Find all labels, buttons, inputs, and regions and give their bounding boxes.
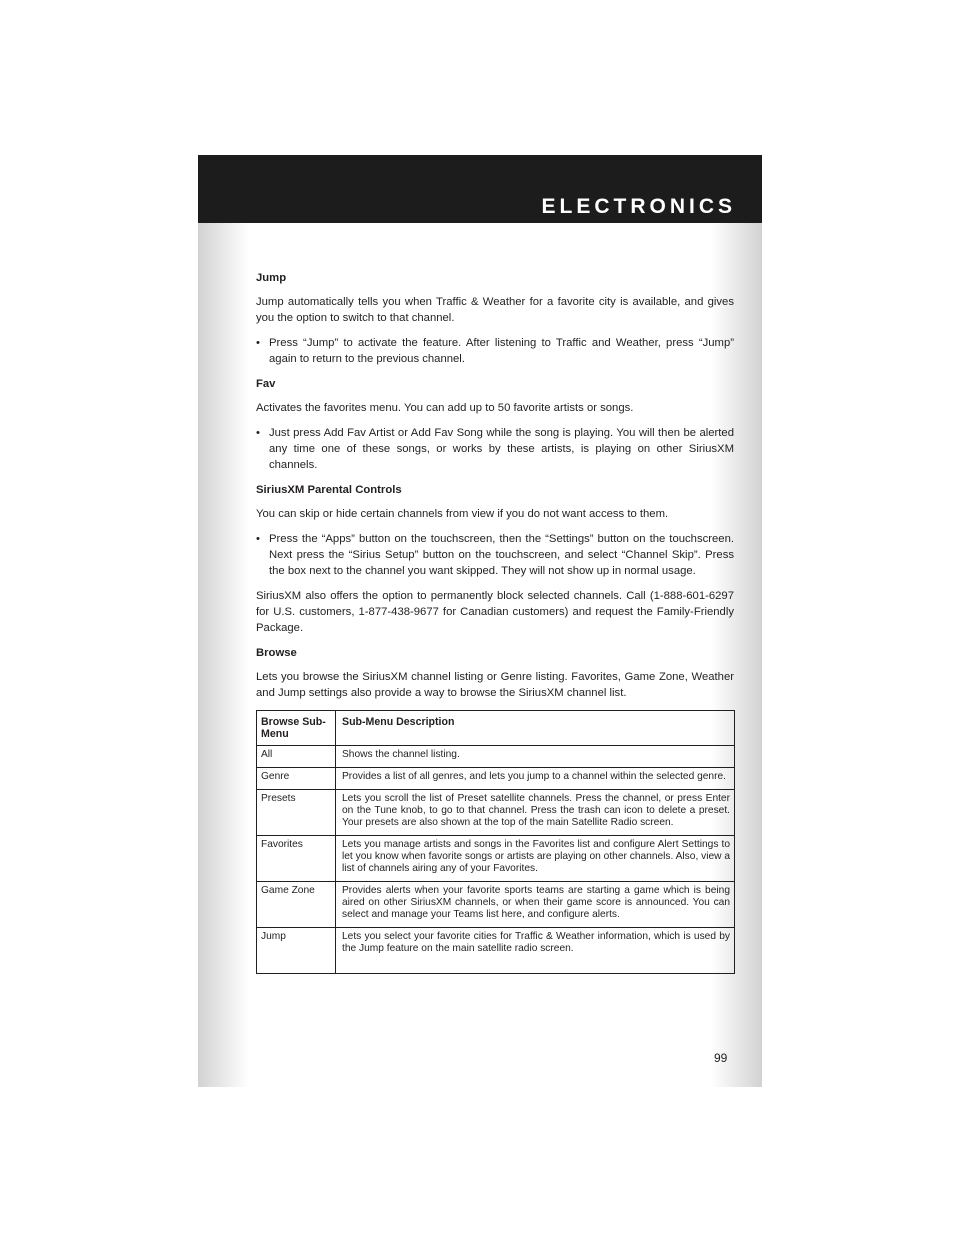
page-content — [256, 270, 734, 974]
bullet-text: Just press Add Fav Artist or Add Fav Song while the song is playing. You will then be alerted any time one of these songs, or works by these artists, is playing on other SiriusXM channels. — [269, 427, 734, 471]
paragraph-block-channels: SiriusXM also offers the option to permanently block selected channels. Call (1-888-601-6297 for U.S. customers, 1-877-438-9677 for Canadian customers) and request the Family-Friendly Package. — [256, 590, 734, 634]
bullet-icon: • — [256, 533, 260, 545]
table-row — [257, 768, 735, 790]
table-cell-description: Provides a list of all genres, and lets you jump to a channel within the selected genre. — [336, 768, 735, 790]
table-cell-menu: All — [257, 746, 336, 768]
bullet-fav — [256, 425, 734, 473]
paragraph-parental-controls: You can skip or hide certain channels from view if you do not want access to them. — [256, 508, 669, 520]
bullet-icon: • — [256, 337, 260, 349]
bullet-text: Press “Jump” to activate the feature. After listening to Traffic and Weather, press “Jump” again to return to the previous channel. — [269, 337, 734, 365]
section-title: ELECTRONICS — [541, 195, 736, 218]
paragraph-jump: Jump automatically tells you when Traffic & Weather for a favorite city is available, and gives you the option to switch to that channel. — [256, 296, 734, 324]
heading-parental-controls: SiriusXM Parental Controls — [256, 484, 402, 496]
table-cell-description: Lets you scroll the list of Preset satellite channels. Press the channel, or press Enter on the Tune knob, to go to that channel. Press the trash can icon to delete a preset. Your presets are also shown at the top of the main Satellite Radio screen. — [336, 790, 735, 836]
page-number: 99 — [714, 1051, 728, 1065]
bullet-parental-controls — [256, 531, 734, 579]
table-cell-description: Shows the channel listing. — [336, 746, 735, 768]
browse-submenu-table — [256, 710, 735, 974]
table-row — [257, 790, 735, 836]
table-row — [257, 882, 735, 928]
heading-fav: Fav — [256, 378, 276, 390]
table-cell-description: Lets you select your favorite cities for Traffic & Weather information, which is used by the Jump feature on the main satellite radio screen. — [336, 928, 735, 974]
table-row — [257, 746, 735, 768]
bullet-text: Press the “Apps” button on the touchscreen, then the “Settings” button on the touchscreen. Next press the “Sirius Setup” button on the touchscreen, and select “Channel Skip”. Press the box next to the channel you want skipped. They will not show up in normal usage. — [269, 533, 734, 577]
table-cell-menu: Game Zone — [257, 882, 336, 928]
table-cell-menu: Jump — [257, 928, 336, 974]
paragraph-fav: Activates the favorites menu. You can add up to 50 favorite artists or songs. — [256, 402, 634, 414]
section-header-bar — [198, 155, 762, 223]
heading-jump: Jump — [256, 272, 287, 284]
bullet-jump — [256, 335, 734, 367]
paragraph-browse: Lets you browse the SiriusXM channel listing or Genre listing. Favorites, Game Zone, Weather and Jump settings also provide a way to browse the SiriusXM channel list. — [256, 671, 734, 699]
table-row — [257, 836, 735, 882]
heading-browse: Browse — [256, 647, 297, 659]
table-cell-description: Provides alerts when your favorite sports teams are starting a game which is being aired on other SiriusXM channels, or when their game score is announced. You can select and manage your Teams list here, and configure alerts. — [336, 882, 735, 928]
column-header-description: Sub-Menu Description — [336, 711, 735, 746]
column-header-submenu: Browse Sub-Menu — [257, 711, 336, 746]
table-cell-menu: Favorites — [257, 836, 336, 882]
table-cell-description: Lets you manage artists and songs in the Favorites list and configure Alert Settings to let you know when favorite songs or artists are playing on other channels. Also, view a list of channels airing any of your Favorites. — [336, 836, 735, 882]
table-row — [257, 928, 735, 974]
bullet-icon: • — [256, 427, 260, 439]
table-cell-menu: Genre — [257, 768, 336, 790]
table-cell-menu: Presets — [257, 790, 336, 836]
table-header-row — [257, 711, 735, 746]
